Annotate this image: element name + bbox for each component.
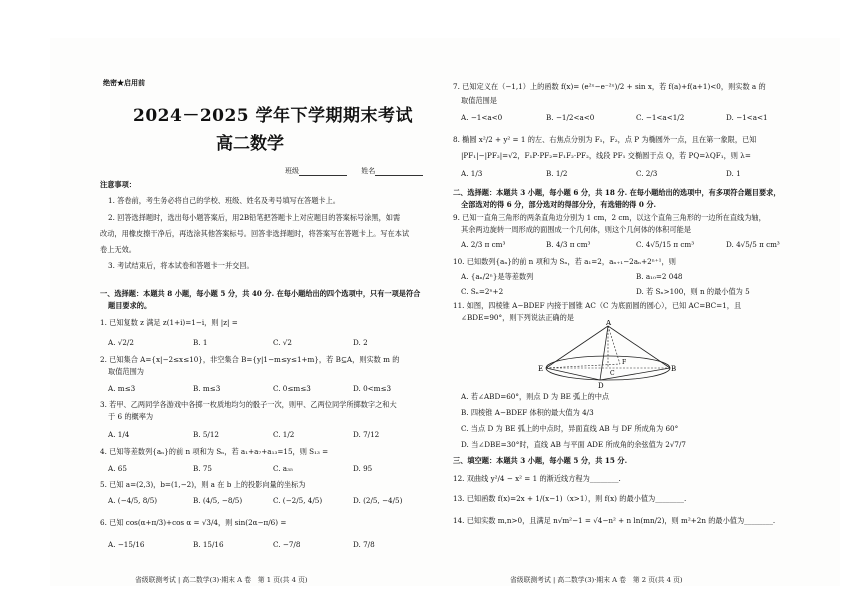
option-b: B. a₁₀=2 048 xyxy=(636,272,683,281)
question-10-stem: 10. 已知数列{aₙ}的前 n 项和为 Sₙ，若 a₁=2，aₙ₊₁−2aₙ+2ⁿ⁺¹，则 xyxy=(453,257,676,266)
class-blank xyxy=(299,167,347,176)
page-footer-right: 省级联测考试 | 高二数学(3)·期末 A 卷 第 2 页(共 4 页) xyxy=(510,576,683,584)
option-c: C. −7/8 xyxy=(273,540,301,549)
option-a: A. 2/3 π cm³ xyxy=(461,240,506,249)
question-11-option-c: C. 当点 D 为 BE 弧上的中点时，异面直线 AB 与 DF 所成角为 60° xyxy=(461,424,679,433)
option-c: C. 4√5/15 π cm³ xyxy=(636,240,695,249)
notes-heading: 注意事项： xyxy=(100,180,136,189)
note-line: 2. 回答选择题时，选出每小题答案后，用2B铅笔把答题卡上对应题目的答案标号涂黑，如需 xyxy=(108,213,401,222)
option-c: C. 1/2 xyxy=(273,430,295,439)
option-c: C. −1<a<1/2 xyxy=(636,113,685,122)
section3-heading: 三、填空题：本题共 3 小题，每小题 5 分，共 15 分. xyxy=(453,456,628,465)
question-9-stem-cont: 其余两边旋转一周形成的面围成一个几何体，则这个几何体的体积可能是 xyxy=(461,225,692,234)
option-a: A. −1<a<0 xyxy=(461,113,503,122)
option-c: C. (−2/5, 4/5) xyxy=(273,496,323,505)
label-f: F xyxy=(622,359,627,366)
exam-subtitle: 高二数学 xyxy=(216,134,284,154)
question-2-stem-cont: 取值范围为 xyxy=(108,367,144,376)
question-7-stem: 7. 已知定义在（−1,1）上的函数 f(x)= (e²ˣ−e⁻²ˣ)/2 + sin x，若 f(a)+f(a+1)<0，则实数 a 的 xyxy=(453,82,766,91)
note-line: 1. 答卷前，考生务必将自己的学校、班级、姓名及考号填写在答题卡上。 xyxy=(108,196,340,205)
question-11-option-a: A. 若∠ABD=60°，则点 D 为 BE 弧上的中点 xyxy=(461,392,610,401)
option-a: A. 1/4 xyxy=(108,430,130,439)
edge-ad xyxy=(600,326,608,380)
class-name-line xyxy=(285,166,435,176)
option-d: D. 若 Sₙ>100，则 n 的最小值为 5 xyxy=(636,287,750,296)
note-line: 3. 考试结束后，将本试卷和答题卡一并交回。 xyxy=(108,261,254,270)
question-3-stem: 3. 若甲、乙两同学各游戏中各掷一枚质地均匀的骰子一次，则甲、乙两位同学所掷数字之和大 xyxy=(100,400,397,409)
question-13: 13. 已知函数 f(x)=2x + 1/(x−1)（x>1），则 f(x) 的最小值为________. xyxy=(453,494,687,503)
label-c: C xyxy=(610,370,615,377)
label-a: A xyxy=(606,320,612,327)
option-b: B. 75 xyxy=(193,464,212,473)
option-d: D. 4√5/5 π cm³ xyxy=(726,240,780,249)
option-b: B. m≤3 xyxy=(193,384,221,393)
section2-heading-cont: 全部选对的得 6 分，部分选对的得部分分，有选错的得 0 分. xyxy=(461,200,657,209)
option-a: A. m≤3 xyxy=(108,384,136,393)
question-5-stem: 5. 已知 a=(2,3)，b=(1,−2)，则 a 在 b 上的投影向量的坐标为 xyxy=(100,480,306,489)
option-d: D. 0<m≤3 xyxy=(353,384,392,393)
note-line: 卷上无效。 xyxy=(100,245,136,254)
question-1-stem: 1. 已知复数 z 满足 z(1+i)=1−i，则 |z| = xyxy=(100,318,238,327)
note-line: 改动，用橡皮擦干净后，再选涂其他答案标号。回答非选择题时，将答案写在答题卡上。写在本试 xyxy=(100,229,410,238)
question-8-stem-cont: |PF₁|−|PF₂|=√2，F₁P·PF₂=F₁F₂·PF₂，线段 PF₁ 交椭圆于点 Q，若 PQ=λQF₁，则 λ= xyxy=(461,151,751,160)
edge-ef xyxy=(546,364,620,368)
option-c: C. Sₙ=2ⁿ+2 xyxy=(461,287,504,296)
class-label: 班级 xyxy=(285,167,299,175)
option-d: D. 95 xyxy=(353,464,373,473)
cone-figure xyxy=(538,320,678,390)
confidential-label: 绝密★启用前 xyxy=(103,78,145,87)
option-c: C. 2/3 xyxy=(636,169,658,178)
section1-heading-cont: 题目要求的。 xyxy=(108,301,152,310)
cone-edge-left xyxy=(546,326,608,368)
option-d: D. 2 xyxy=(353,338,368,347)
question-11-stem-cont: ∠BDE=90°，则下列说法正确的是 xyxy=(461,313,574,322)
option-b: B. 1 xyxy=(193,338,208,347)
section1-heading: 一、选择题：本题共 8 小题，每小题 5 分，共 40 分. 在每小题给出的四个选项中，只有一项是符合 xyxy=(100,289,421,298)
option-b: B. 15/16 xyxy=(193,540,224,549)
option-c: C. √2 xyxy=(273,338,292,347)
label-e: E xyxy=(538,365,544,373)
label-d: D xyxy=(598,382,604,390)
option-a: A. (−4/5, 8/5) xyxy=(108,496,158,505)
option-a: A. −15/16 xyxy=(108,540,145,549)
question-3-stem-cont: 于 6 的概率为 xyxy=(108,412,154,421)
question-11-option-d: D. 当∠DBE=30°时，直线 AB 与平面 ADE 所成角的余弦值为 2√7/7 xyxy=(461,440,686,449)
question-4-stem: 4. 已知等差数列{aₙ}的前 n 项和为 Sₙ，若 a₁+a₇+a₁₃=15，则 S₁₃ = xyxy=(100,447,329,456)
question-11-stem: 11. 如图，四棱锥 A−BDEF 内接于圆锥 AC（C 为底面圆的圆心），已知 AC=BC=1，且 xyxy=(453,301,742,310)
page-footer-left: 省级联测考试 | 高二数学(3)·期末 A 卷 第 1 页(共 4 页) xyxy=(135,576,308,584)
question-6-stem: 6. 已知 cos(α+π/3)+cos α = √3/4，则 sin(2α−π/6) = xyxy=(100,518,287,527)
option-a: A. 65 xyxy=(108,464,127,473)
option-b: B. (4/5, −8/5) xyxy=(193,496,243,505)
cone-edge-right xyxy=(608,326,670,368)
option-d: D. (2/5, −4/5) xyxy=(353,496,403,505)
question-12: 12. 双曲线 y²/4 − x² = 1 的渐近线方程为________. xyxy=(453,474,621,483)
option-a: A. 1/3 xyxy=(461,169,483,178)
name-label: 姓名 xyxy=(361,167,376,175)
option-d: D. −1<a<1 xyxy=(726,113,768,122)
name-blank xyxy=(375,167,423,176)
option-b: B. 1/2 xyxy=(546,169,568,178)
question-8-stem: 8. 椭圆 x²/2 + y² = 1 的左、右焦点分别为 F₁，F₂，点 P 为椭圆外一点，且在第一象限，已知 xyxy=(453,135,757,144)
option-b: B. 5/12 xyxy=(193,430,219,439)
option-b: B. −1/2<a<0 xyxy=(546,113,595,122)
exam-title: 2024－2025 学年下学期期末考试 xyxy=(133,106,414,126)
edge-af xyxy=(608,326,620,364)
question-2-stem: 2. 已知集合 A={x|−2≤x≤10}，非空集合 B={y|1−m≤y≤1+m}，若 B⊆A，则实数 m 的 xyxy=(100,355,400,364)
option-d: D. 1 xyxy=(726,169,741,178)
option-c: C. a₃₅ xyxy=(273,464,293,473)
option-a: A. {aₙ/2ⁿ}是等差数列 xyxy=(461,272,534,281)
question-7-stem-cont: 取值范围是 xyxy=(461,96,497,105)
question-11-option-b: B. 四棱锥 A−BDEF 体积的最大值为 4/3 xyxy=(461,408,594,417)
option-d: D. 7/8 xyxy=(353,540,375,549)
option-b: B. 4/3 π cm³ xyxy=(546,240,591,249)
option-d: D. 7/12 xyxy=(353,430,380,439)
option-c: C. 0≤m≤3 xyxy=(273,384,311,393)
question-9-stem: 9. 已知一直角三角形的两条直角边分别为 1 cm，2 cm，以这个直角三角形的一边所在直线为轴， xyxy=(453,213,766,222)
label-b: B xyxy=(671,365,677,373)
option-a: A. √2/2 xyxy=(108,338,134,347)
question-14: 14. 已知实数 m,n>0，且满足 n√m²−1 = √4−n² + n ln(mn/2)，则 m²+2n 的最小值为________. xyxy=(453,516,776,525)
section2-heading: 二、选择题：本题共 3 小题，每小题 6 分，共 18 分. 在每小题给出的选项中，有多项符合题目要求， xyxy=(453,188,781,197)
